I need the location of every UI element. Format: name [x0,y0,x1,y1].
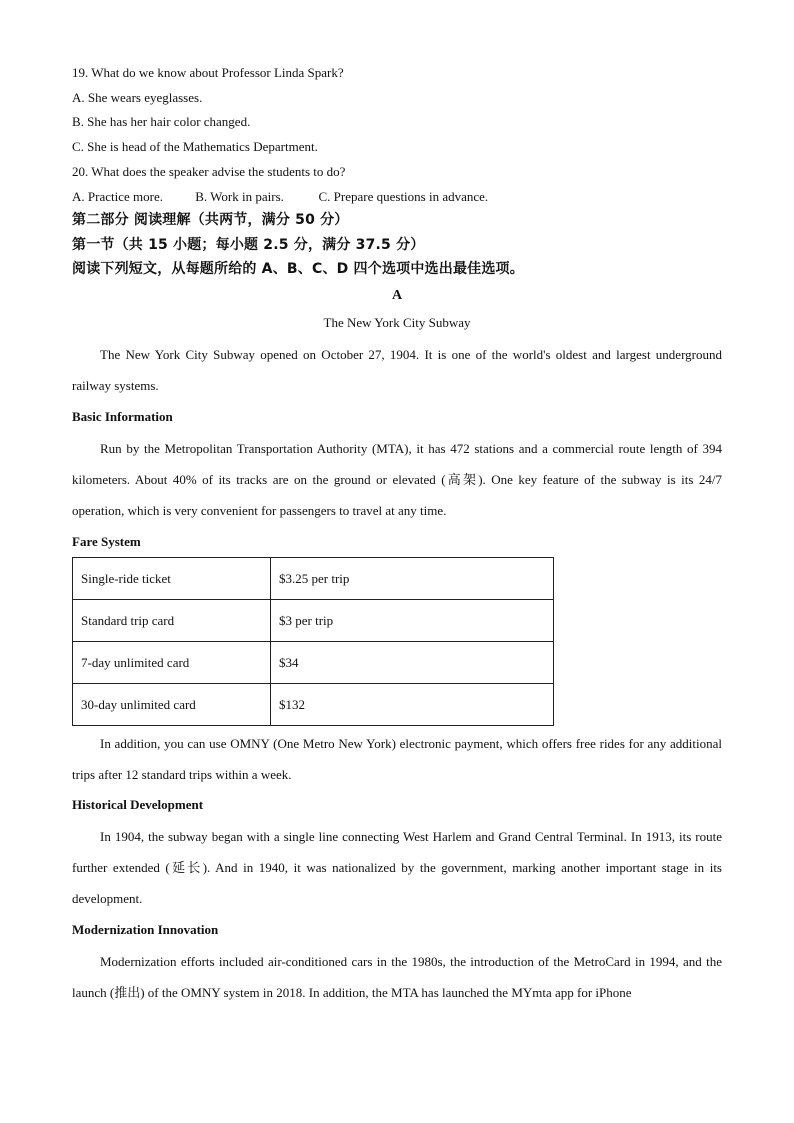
fare-table [72,557,554,726]
basic-info-text: Run by the Metropolitan Transportation Authority (MTA), it has 472 stations and a commercial route length of 394 kilometers. About 40% of its tracks are on the ground or elevated (高架). One key feature of the subway is its 24/7 operation, which is very convenient for passengers to travel at any time. [72,441,722,518]
fare-price: $3.25 per trip [271,558,554,600]
q20-options [72,189,488,205]
basic-info-heading: Basic Information [72,409,173,424]
fare-type: 7-day unlimited card [73,642,271,684]
fare-type: 30-day unlimited card [73,684,271,726]
q19-option-a: A. She wears eyeglasses. [72,90,203,105]
fare-after-paragraph [72,728,722,790]
instruction: 阅读下列短文，从每题所给的 A、B、C、D 四个选项中选出最佳选项。 [72,261,524,277]
sub-title: 第一节（共 15 小题；每小题 2.5 分，满分 37.5 分） [72,237,425,253]
history-paragraph [72,821,722,914]
modern-paragraph [72,946,722,1008]
table-row [73,558,554,600]
table-row [73,642,554,684]
q19-option-c: C. She is head of the Mathematics Department. [72,139,318,154]
q20-option-a: A. Practice more. [72,189,163,204]
q20-option-c: C. Prepare questions in advance. [318,189,489,204]
intro-paragraph [72,339,722,401]
q19-option-b: B. She has her hair color changed. [72,114,251,129]
fare-price: $132 [271,684,554,726]
table-row [73,684,554,726]
fare-system-heading: Fare System [72,534,141,549]
fare-price: $3 per trip [271,600,554,642]
history-text: In 1904, the subway began with a single line connecting West Harlem and Grand Central Terminal. In 1913, its route further extended (延长). And in 1940, it was nationalized by the government, marking another important stage in its development. [72,829,722,906]
fare-type: Standard trip card [73,600,271,642]
passage-letter: A [391,288,403,303]
passage-title: The New York City Subway [323,315,471,330]
question-19: 19. What do we know about Professor Linda Spark? [72,65,344,80]
q20-option-b: B. Work in pairs. [195,189,284,204]
modern-heading: Modernization Innovation [72,922,219,937]
part-title: 第二部分 阅读理解（共两节，满分 50 分） [72,212,349,228]
basic-info-paragraph [72,433,722,526]
modern-text: Modernization efforts included air-conditioned cars in the 1980s, the introduction of the MetroCard in 1994, and the launch (推出) of the OMNY system in 2018. In addition, the MTA has launched the MYmta app for iPhone [72,954,722,1000]
fare-after-text: In addition, you can use OMNY (One Metro New York) electronic payment, which offers free rides for any additional trips after 12 standard trips within a week. [72,736,722,782]
fare-type: Single-ride ticket [73,558,271,600]
question-20: 20. What does the speaker advise the students to do? [72,164,346,179]
fare-price: $34 [271,642,554,684]
table-row [73,600,554,642]
history-heading: Historical Development [72,797,204,812]
intro-text: The New York City Subway opened on October 27, 1904. It is one of the world's oldest and largest underground railway systems. [72,347,722,393]
